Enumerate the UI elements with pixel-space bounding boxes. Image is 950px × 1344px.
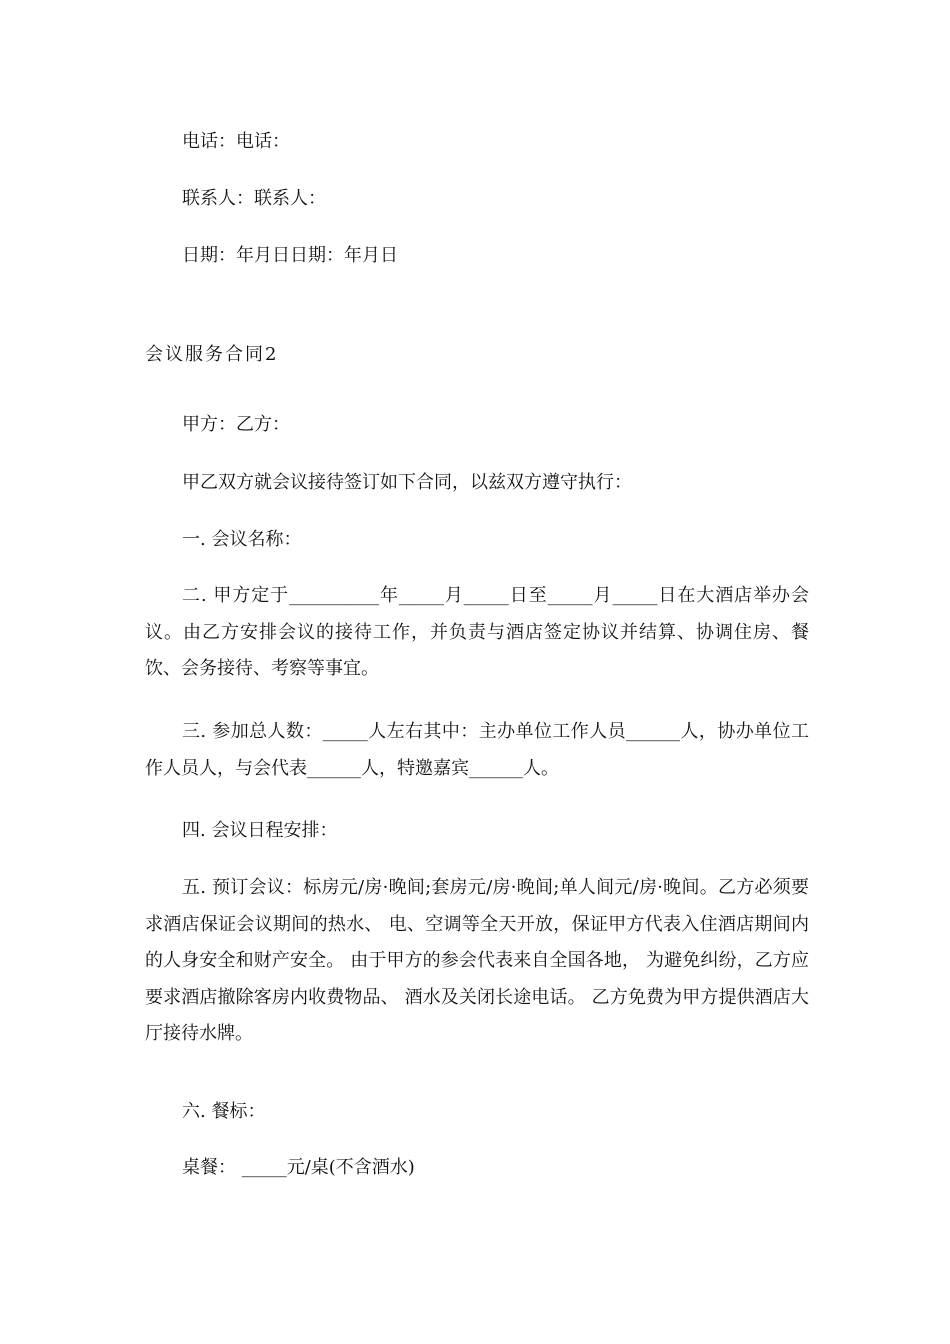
clause-2-dates: 二. 甲方定于__________年_____月_____日至_____月_____日在大酒店举办会议。由乙方安排会议的接待工作，并负责与酒店签定协议并结算、协调住房、餐饮、会务接待、考察等事宜。 <box>145 585 809 679</box>
contract-title: 会议服务合同2 <box>145 344 279 365</box>
phone-line: 电话：电话： <box>182 131 290 152</box>
date-line: 日期：年月日日期：年月日 <box>182 245 398 266</box>
clause-3-attendance: 三. 参加总人数：_____人左右其中：主办单位工作人员______人，协办单位工作人员人，与会代表______人，特邀嘉宾______人。 <box>145 721 809 779</box>
clause-1-meeting-name: 一. 会议名称： <box>182 529 302 550</box>
clause-4-schedule: 四. 会议日程安排： <box>182 820 338 841</box>
clause-6-meal-standard: 六. 餐标： <box>182 1101 266 1122</box>
preamble-paragraph: 甲乙双方就会议接待签订如下合同，以兹双方遵守执行： <box>182 472 632 493</box>
parties-line: 甲方：乙方： <box>182 414 290 435</box>
contact-person-line: 联系人：联系人： <box>182 188 326 209</box>
clause-5-booking: 五. 预订会议：标房元/房·晚间;套房元/房·晚间;单人间元/房·晚间。乙方必须要求酒店保证会议期间的热水、 电、空调等全天开放，保证甲方代表入住酒店期间内的人身安全和财产安全。 由于甲方的参会代表来自全国各地， 为避免纠纷，乙方应要求酒店撤除客房内收费物品、 酒水及关闭长途电话。 乙方免费为甲方提供酒店大厅接待水牌。 <box>145 877 809 1044</box>
table-meal-line: 桌餐： _____元/桌(不含酒水) <box>182 1157 415 1178</box>
